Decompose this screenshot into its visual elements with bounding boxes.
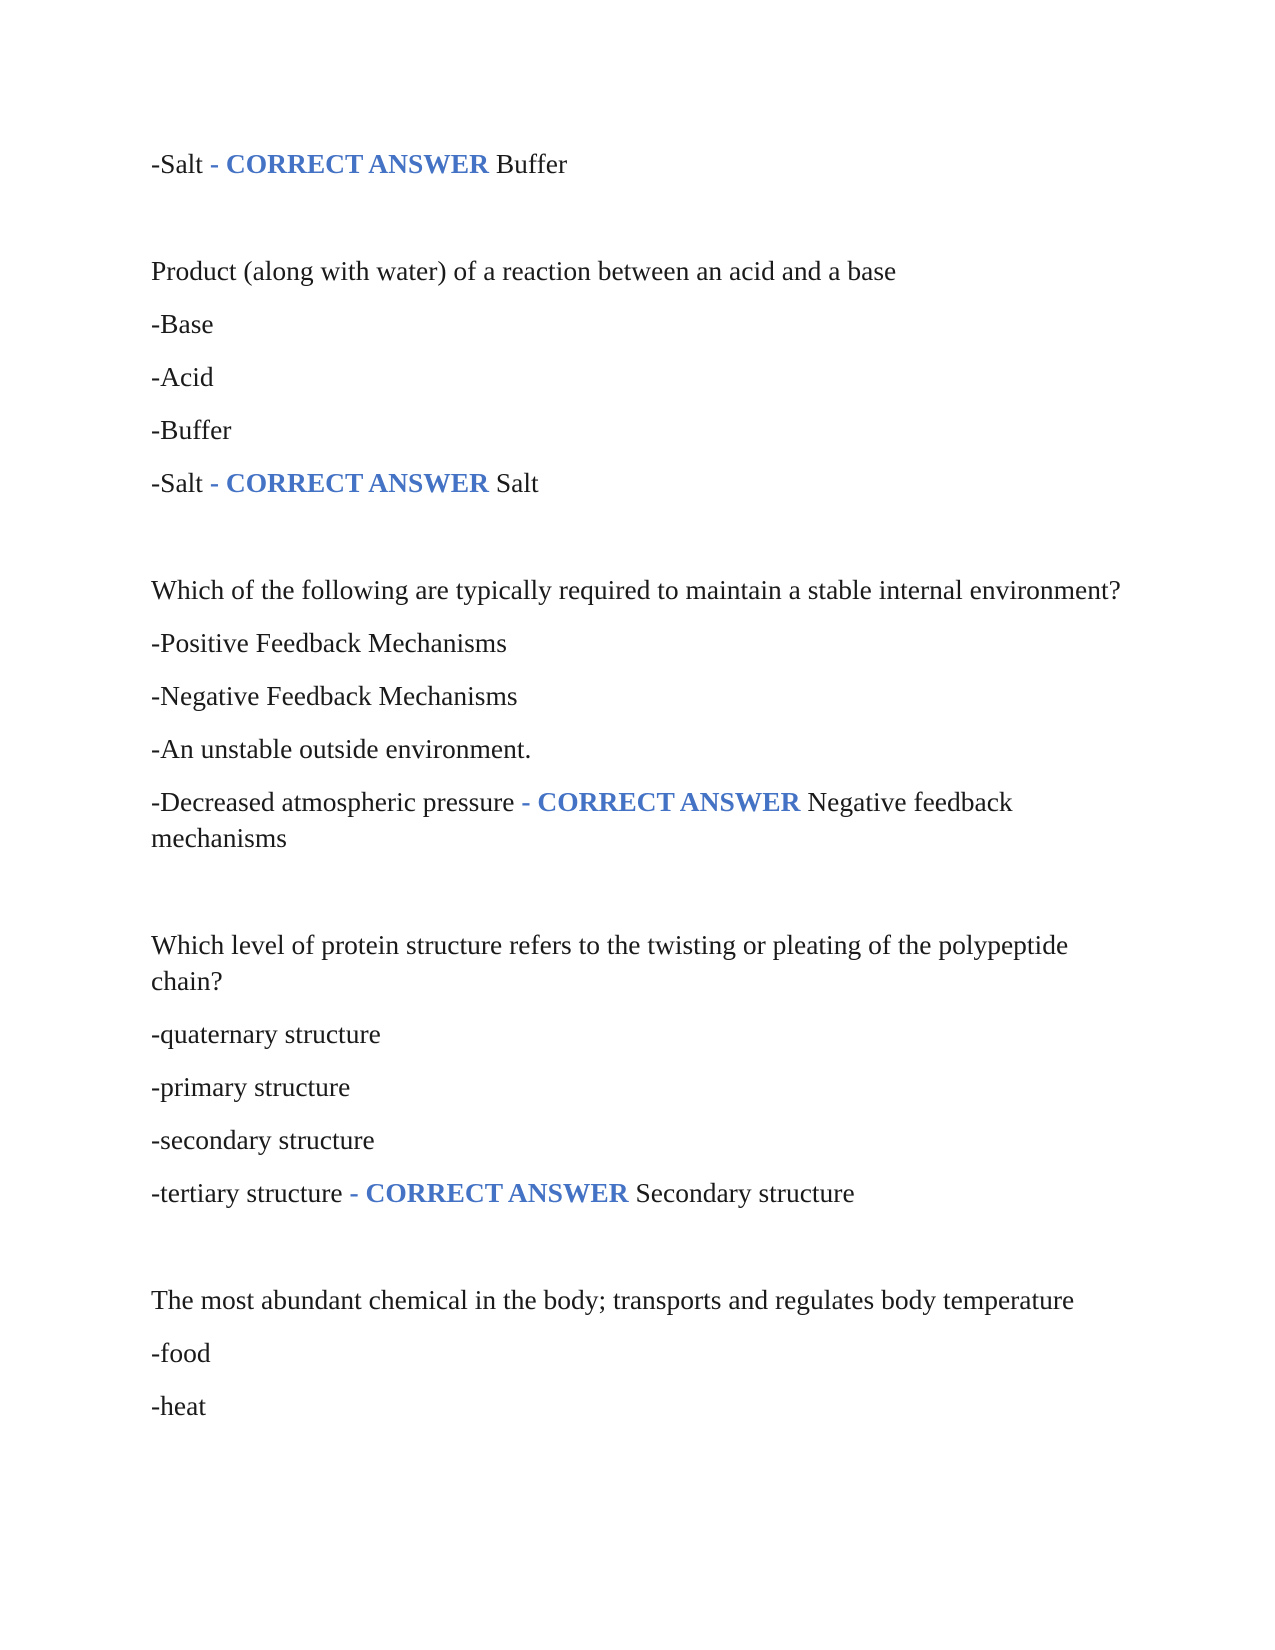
correct-answer-marker: - CORRECT ANSWER bbox=[209, 148, 489, 179]
option-line: -secondary structure bbox=[151, 1124, 375, 1155]
question-text: Which of the following are typically required to maintain a stable internal environment? bbox=[151, 574, 1121, 605]
option-line: -Negative Feedback Mechanisms bbox=[151, 680, 518, 711]
question-text: The most abundant chemical in the body; transports and regulates body temperature bbox=[151, 1284, 1075, 1315]
option-line: -An unstable outside environment. bbox=[151, 733, 532, 764]
question-text: Which level of protein structure refers to the twisting or pleating of the polypeptide chain? bbox=[151, 929, 1069, 996]
option-line: -Acid bbox=[151, 361, 214, 392]
question-text: Product (along with water) of a reaction between an acid and a base bbox=[151, 255, 897, 286]
option-line: -heat bbox=[151, 1390, 206, 1421]
document-page bbox=[151, 146, 1141, 1441]
answer-line: -Salt - CORRECT ANSWER Buffer bbox=[151, 148, 568, 179]
option-line: -Positive Feedback Mechanisms bbox=[151, 627, 507, 658]
option-line: -food bbox=[151, 1337, 211, 1368]
correct-answer-marker: - CORRECT ANSWER bbox=[349, 1177, 629, 1208]
correct-answer-marker: - CORRECT ANSWER bbox=[521, 786, 801, 817]
answer-line: -Salt - CORRECT ANSWER Salt bbox=[151, 467, 539, 498]
option-line: -primary structure bbox=[151, 1071, 351, 1102]
option-line: -quaternary structure bbox=[151, 1018, 381, 1049]
correct-answer-marker: - CORRECT ANSWER bbox=[209, 467, 489, 498]
option-line: -Base bbox=[151, 308, 214, 339]
answer-line: -tertiary structure - CORRECT ANSWER Secondary structure bbox=[151, 1177, 855, 1208]
answer-line: -Decreased atmospheric pressure - CORRECT ANSWER Negative feedback mechanisms bbox=[151, 786, 1013, 853]
option-line: -Buffer bbox=[151, 414, 232, 445]
